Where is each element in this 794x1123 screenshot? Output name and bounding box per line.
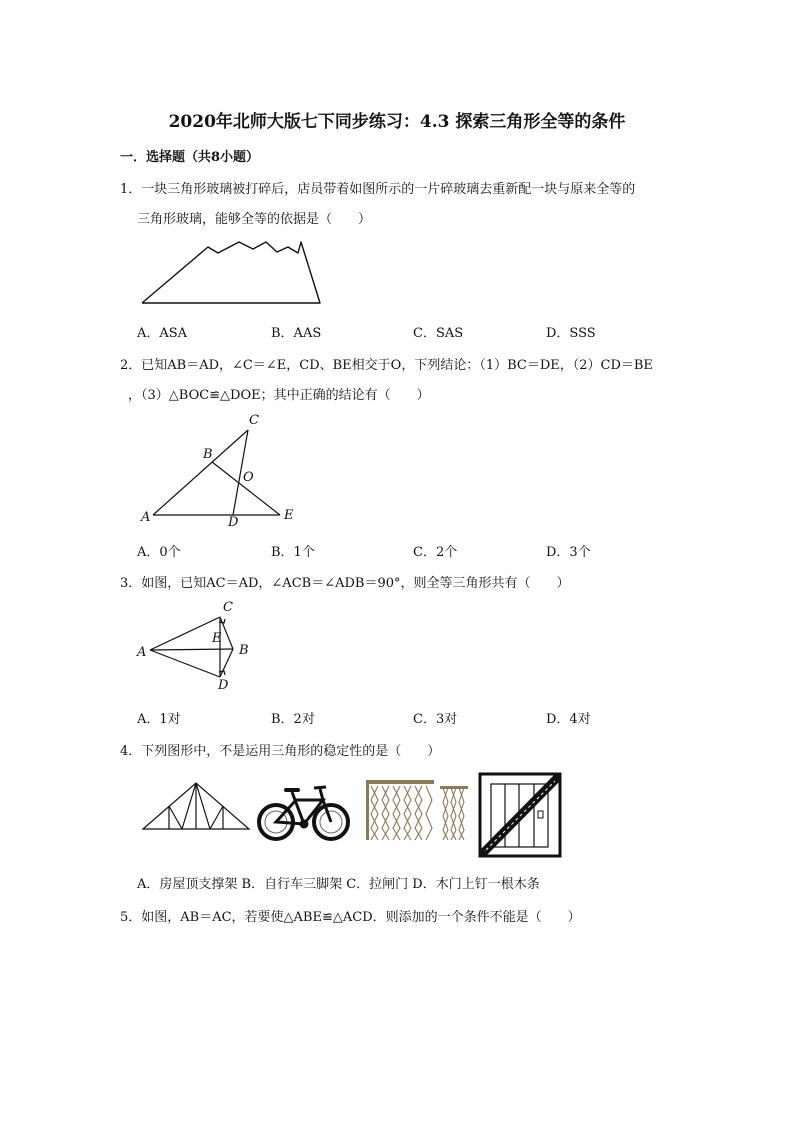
question-2-line-2: ，（3）△BOC≌△DOE；其中正确的结论有（ ）	[128, 388, 430, 403]
question-2-option-b[interactable]: B．1个	[271, 545, 315, 560]
roof-truss-icon	[140, 778, 252, 832]
label-e: E	[284, 508, 294, 523]
question-1-option-d[interactable]: D．SSS	[546, 326, 596, 341]
page-title: 2020年北师大版七下同步练习：4.3 探索三角形全等的条件	[168, 112, 626, 132]
question-2-option-a[interactable]: A．0个	[137, 545, 181, 560]
question-1-line-1: 1．一块三角形玻璃被打碎后，店员带着如图所示的一片碎玻璃去重新配一块与原来全等的	[120, 182, 636, 197]
question-3-option-a[interactable]: A．1对	[137, 712, 181, 727]
question-2-line-1: 2．已知AB＝AD，∠C＝∠E，CD、BE相交于O，下列结论：（1）BC＝DE，（2）CD＝BE	[120, 358, 653, 373]
broken-glass-figure	[138, 238, 328, 308]
question-5-line-1: 5．如图，AB＝AC，若要使△ABE≌△ACD．则添加的一个条件不能是（ ）	[120, 910, 581, 925]
label-c: C	[249, 413, 259, 428]
question-2-figure	[135, 408, 305, 533]
section-heading: 一．选择题（共8小题）	[120, 150, 260, 165]
question-3-option-d[interactable]: D．4对	[546, 712, 591, 727]
question-2-option-c[interactable]: C．2个	[413, 545, 458, 560]
label-e: E	[212, 631, 222, 646]
label-o: O	[243, 470, 254, 485]
question-3-figure	[135, 598, 265, 693]
question-1-option-a[interactable]: A．ASA	[137, 326, 188, 341]
question-4-line-1: 4．下列图形中，不是运用三角形的稳定性的是（ ）	[120, 744, 441, 759]
label-a: A	[137, 645, 147, 660]
question-3-option-b[interactable]: B．2对	[271, 712, 315, 727]
label-b: B	[203, 447, 213, 462]
question-1-option-b[interactable]: B．AAS	[271, 326, 322, 341]
question-4-options[interactable]: A．房屋顶支撑架 B．自行车三脚架 C．拉闸门 D．木门上钉一根木条	[137, 877, 540, 892]
wooden-door-icon	[477, 771, 563, 859]
label-b: B	[239, 643, 249, 658]
label-d: D	[218, 678, 229, 693]
label-d: D	[228, 515, 239, 530]
question-3-line-1: 3．如图，已知AC＝AD，∠ACB＝∠ADB＝90°，则全等三角形共有（ ）	[120, 576, 570, 591]
question-1-option-c[interactable]: C．SAS	[413, 326, 464, 341]
bicycle-icon	[256, 778, 352, 844]
label-c: C	[223, 600, 233, 615]
question-3-option-c[interactable]: C．3对	[413, 712, 458, 727]
folding-gate-icon	[366, 780, 470, 842]
label-a: A	[141, 510, 151, 525]
question-1-line-2: 三角形玻璃，能够全等的依据是（ ）	[137, 212, 372, 227]
question-2-option-d[interactable]: D．3个	[546, 545, 591, 560]
